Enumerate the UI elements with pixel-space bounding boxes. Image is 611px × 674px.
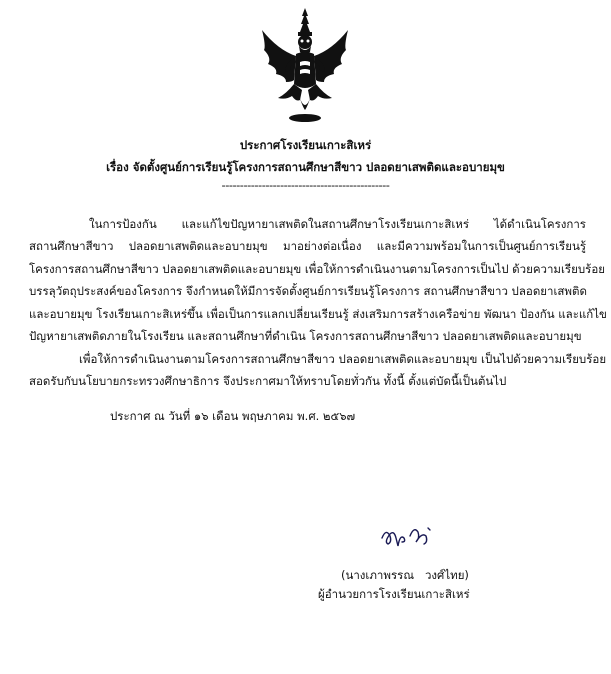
announcement-title: ประกาศโรงเรียนเกาะสิเหร่ xyxy=(239,138,372,152)
paragraph-1-line-4: บรรลุวัตถุประสงค์ของโครงการ จึงกำหนดให้มีการจัดตั้งศูนย์การเรียนรู้โครงการ สถานศึกษาสีขาว ปลอดยาเสพติด xyxy=(29,284,587,298)
paragraph-2-line-1: เพื่อให้การดำเนินงานตามโครงการสถานศึกษาสีขาว ปลอดยาเสพติดและอบายมุข เป็นไปด้วยความเรียบร้อย xyxy=(79,352,607,366)
announcement-subject: เรื่อง จัดตั้งศูนย์การเรียนรู้โครงการสถานศึกษาสีขาว ปลอดยาเสพติดและอบายมุข xyxy=(106,160,505,174)
paragraph-1-line-3: โครงการสถานศึกษาสีขาว ปลอดยาเสพติดและอบายมุข เพื่อให้การดำเนินงานตามโครงการเป็นไป ด้วยความเรียบร้อย xyxy=(29,262,605,276)
announcement-date: ประกาศ ณ วันที่ ๑๖ เดือน พฤษภาคม พ.ศ. ๒๕๖๗ xyxy=(110,409,356,423)
paragraph-1-line-6: ปัญหายาเสพติดภายในโรงเรียน และสถานศึกษาที่ดำเนิน โครงการสถานศึกษาสีขาว ปลอดยาเสพติดและอบายมุข xyxy=(29,329,582,343)
paragraph-2-line-2: สอดรับกับนโยบายกระทรวงศึกษาธิการ จึงประกาศมาให้ทราบโดยทั่วกัน ทั้งนี้ ตั้งแต่บัดนี้เป็นต้นไป xyxy=(29,374,507,388)
paragraph-1-line-5: และอบายมุข โรงเรียนเกาะสิเหร่ขึ้น เพื่อเป็นการแลกเปลี่ยนเรียนรู้ ส่งเสริมการสร้างเครือข่าย พัฒนา ป้องกัน และแก้ไข xyxy=(29,307,607,321)
paragraph-1-line-2: สถานศึกษาสีขาว ปลอดยาเสพติดและอบายมุข มาอย่างต่อเนื่อง และมีความพร้อมในการเป็นศูนย์การเรียนรู้ xyxy=(29,239,586,253)
title-separator: ---------------------------------------------- xyxy=(221,178,390,192)
signatory-position: ผู้อำนวยการโรงเรียนเกาะสิเหร่ xyxy=(318,587,470,601)
signature-icon xyxy=(378,520,438,552)
signatory-name: (นางเภาพรรณ วงศ์ไทย) xyxy=(341,568,469,582)
paragraph-1-line-1: ในการป้องกัน และแก้ไขปัญหายาเสพติดในสถานศึกษาโรงเรียนเกาะสิเหร่ ได้ดำเนินโครงการ xyxy=(89,217,586,231)
garuda-emblem-icon xyxy=(256,6,354,126)
